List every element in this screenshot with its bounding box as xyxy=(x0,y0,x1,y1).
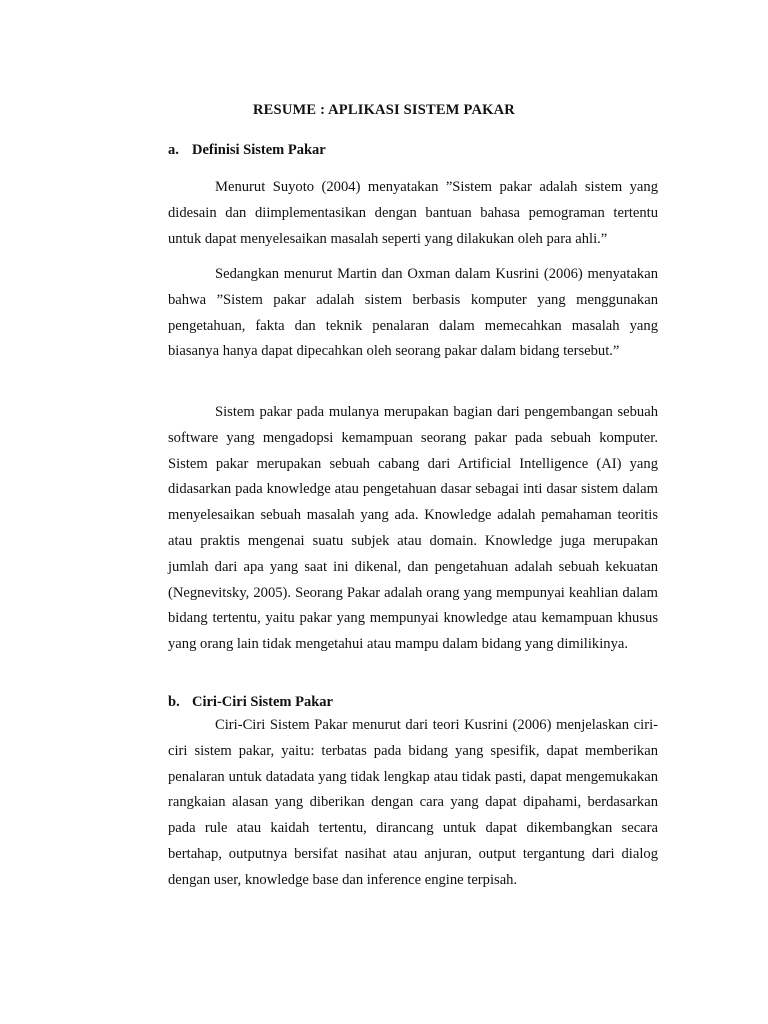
paragraph: Menurut Suyoto (2004) menyatakan ”Sistem pakar adalah sistem yang didesain dan diimplementasikan dengan bantuan bahasa pemograman tertentu untuk dapat menyelesaikan masalah seperti yang dilakukan oleh para ahli.” xyxy=(168,179,658,247)
section-title: Ciri-Ciri Sistem Pakar xyxy=(192,694,333,710)
paragraph: Ciri-Ciri Sistem Pakar menurut dari teori Kusrini (2006) menjelaskan ciri-ciri sistem pakar, yaitu: terbatas pada bidang yang spesifik, dapat memberikan penalaran untuk datadata yang tidak lengkap atau tidak pasti, dapat mengemukakan rangkaian alasan yang diberikan dengan cara yang dapat dipahami, berdasarkan pada rule atau kaidah tertentu, dirancang untuk dapat dikembangkan secara bertahap, outputnya bersifat nasihat atau anjuran, output tergantung dari dialog dengan user, knowledge base dan inference engine terpisah. xyxy=(168,717,658,888)
section-heading-definisi xyxy=(168,142,326,159)
section-heading-ciri-ciri xyxy=(168,694,333,711)
page-title: RESUME : APLIKASI SISTEM PAKAR xyxy=(253,102,515,118)
section-number: b. xyxy=(168,694,180,710)
paragraph: Sistem pakar pada mulanya merupakan bagian dari pengembangan sebuah software yang mengadopsi kemampuan seorang pakar pada sebuah komputer. Sistem pakar merupakan sebuah cabang dari Artificial Intelligence (AI) yang didasarkan pada knowledge atau pengetahuan dasar sebagai inti dasar sistem dalam menyelesaikan sebuah masalah yang ada. Knowledge adalah pemahaman teoritis atau praktis mengenai suatu subjek atau domain. Knowledge juga merupakan jumlah dari apa yang saat ini dikenal, dan pengetahuan adalah sebuah kekuatan (Negnevitsky, 2005). Seorang Pakar adalah orang yang mempunyai keahlian dalam bidang tertentu, yaitu pakar yang mempunyai knowledge atau kemampuan khusus yang orang lain tidak mengetahui atau mampu dalam bidang yang dimilikinya. xyxy=(168,404,658,653)
section-number: a. xyxy=(168,142,179,158)
section-title: Definisi Sistem Pakar xyxy=(192,142,326,158)
paragraph: Sedangkan menurut Martin dan Oxman dalam Kusrini (2006) menyatakan bahwa ”Sistem pakar adalah sistem berbasis komputer yang menggunakan pengetahuan, fakta dan teknik penalaran dalam memecahkan masalah yang biasanya hanya dapat dipecahkan oleh seorang pakar dalam bidang tersebut.” xyxy=(168,266,658,360)
